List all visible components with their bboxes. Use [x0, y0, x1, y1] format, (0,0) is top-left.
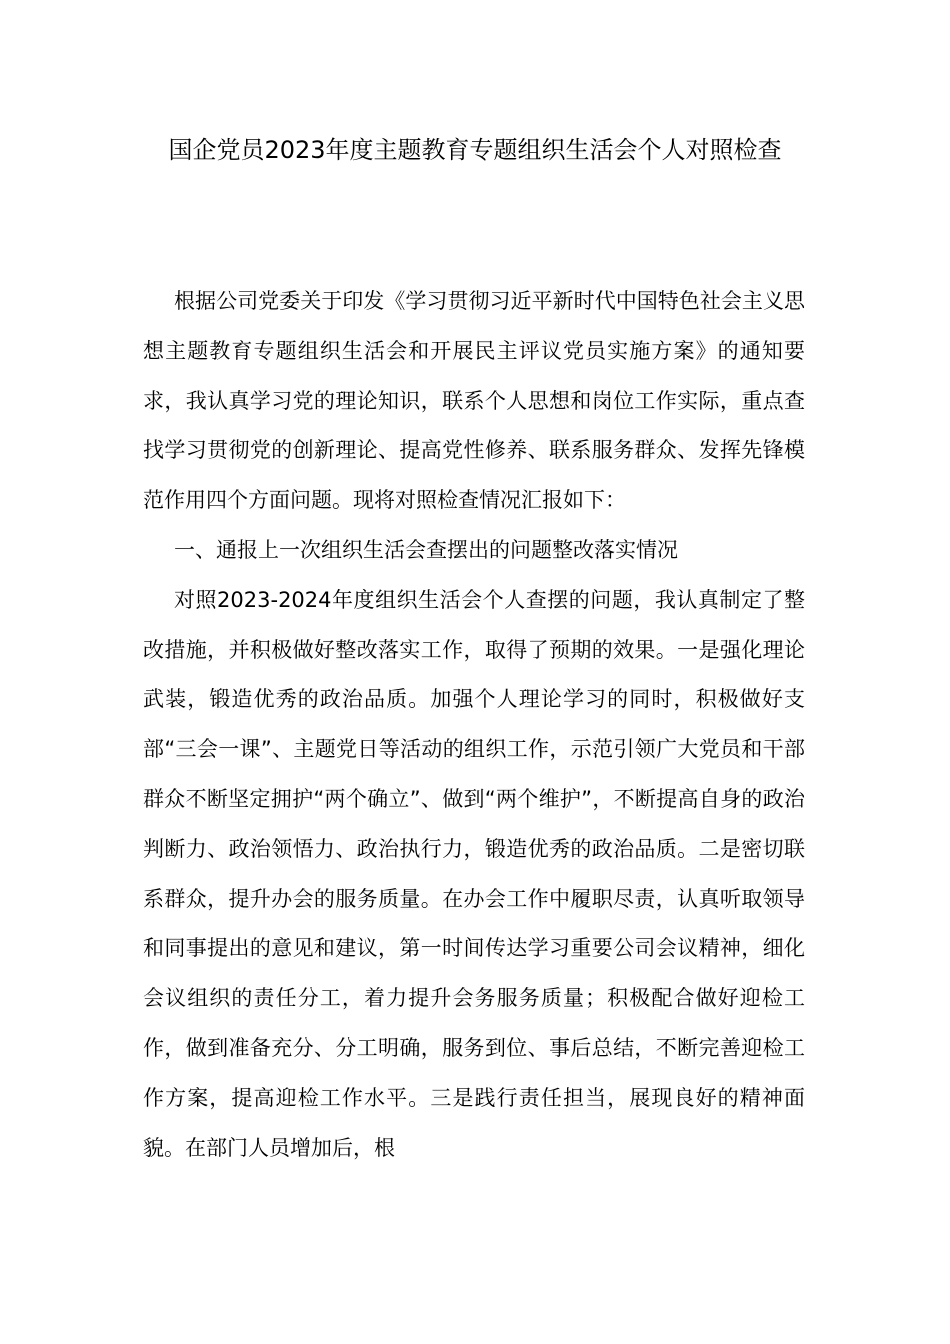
intro-paragraph: 根据公司党委关于印发《学习贯彻习近平新时代中国特色社会主义思想主题教育专题组织生活会和开展民主评议党员实施方案》的通知要求，我认真学习党的理论知识，联系个人思想和岗位工作实际，重点查找学习贯彻党的创新理论、提高党性修养、联系服务群众、发挥先锋模范作用四个方面问题。现将对照检查情况汇报如下： [143, 289, 805, 513]
document-title: 国企党员2023年度主题教育专题组织生活会个人对照检查 [168, 136, 782, 164]
section-1-paragraph: 对照2023-2024年度组织生活会个人查摆的问题，我认真制定了整改措施，并积极做好整改落实工作，取得了预期的效果。一是强化理论武装，锻造优秀的政治品质。加强个人理论学习的同时，积极做好支部“三会一课”、主题党日等活动的组织工作，示范引领广大党员和干部群众不断坚定拥护“两个确立”、做到“两个维护”，不断提高自身的政治判断力、政治领悟力、政治执行力，锻造优秀的政治品质。二是密切联系群众，提升办会的服务质量。在办会工作中履职尽责，认真听取领导和同事提出的意见和建议，第一时间传达学习重要公司会议精神，细化会议组织的责任分工，着力提升会务服务质量；积极配合做好迎检工作，做到准备充分、分工明确，服务到位、事后总结，不断完善迎检工作方案，提高迎检工作水平。三是践行责任担当，展现良好的精神面貌。在部门人员增加后，根 [143, 587, 805, 1160]
section-heading-1: 一、通报上一次组织生活会查摆出的问题整改落实情况 [174, 537, 678, 562]
document-body [143, 277, 805, 1173]
